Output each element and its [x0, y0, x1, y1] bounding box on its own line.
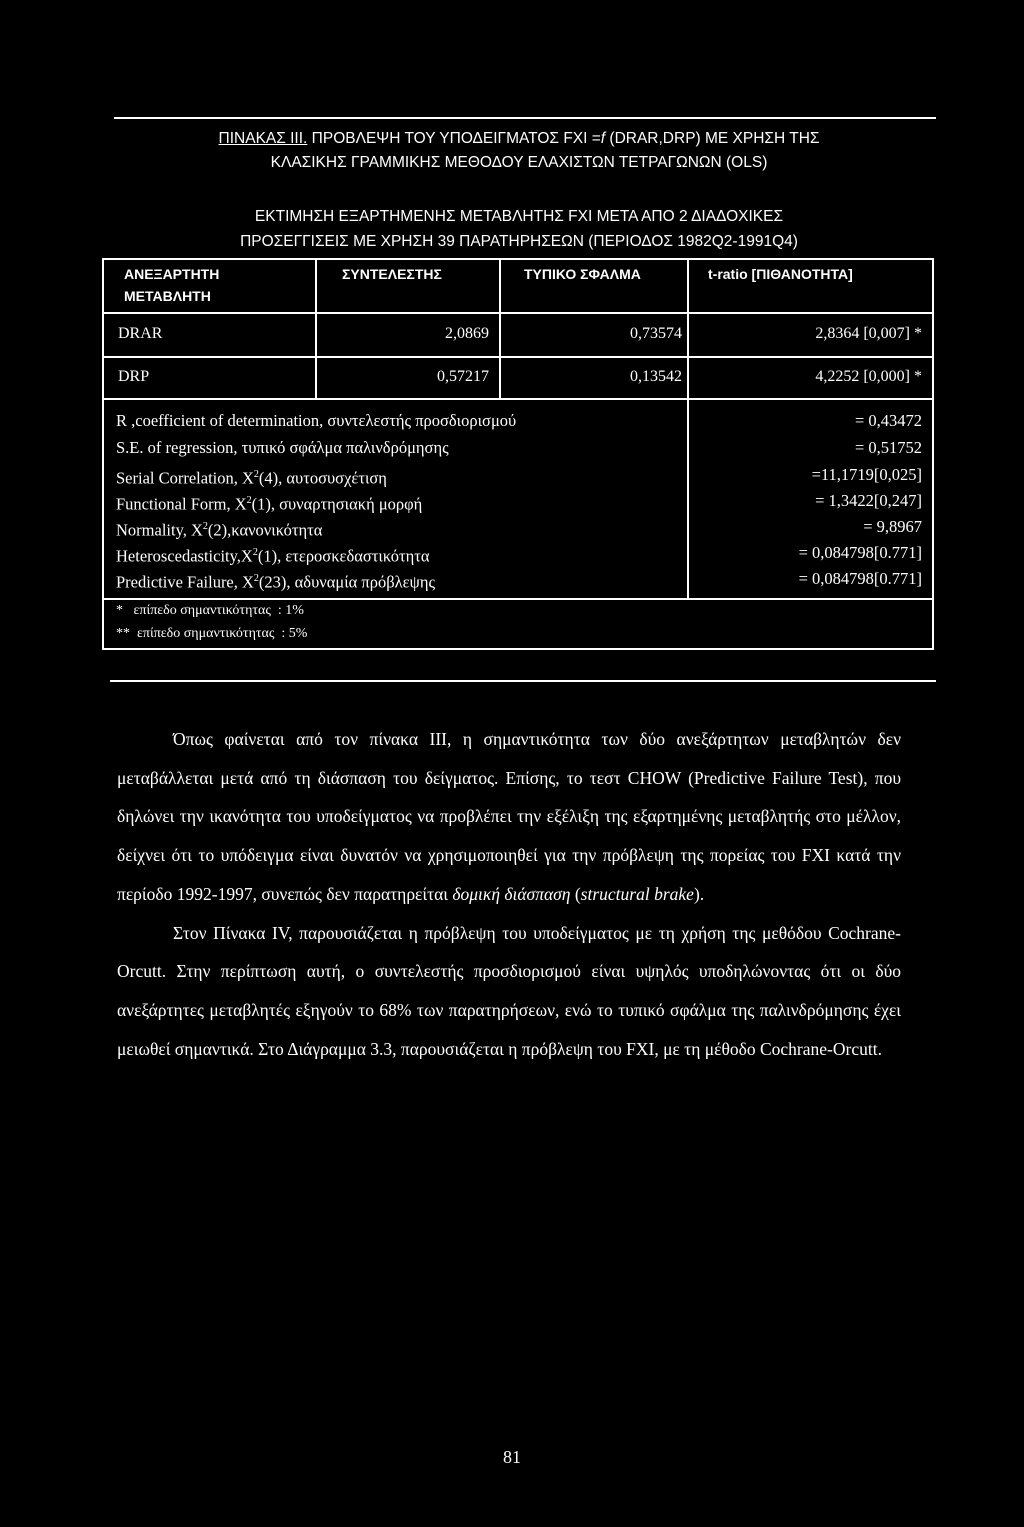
header-variable: ΑΝΕΞΑΡΤΗΤΗ ΜΕΤΑΒΛΗΤΗ	[124, 266, 220, 304]
paragraph-1: Όπως φαίνεται από τον πίνακα III, η σημαντικότητα των δύο ανεξάρτητων μεταβλητών δεν μεταβάλλεται μετά από τη διάσπαση του δείγματος. Επίσης, το τεστ CHOW (Predictive Failure Test), που δηλώνει την ικανότητα του υποδείγματος να προβλέπει την εξέλιξη της εξαρτημένης μεταβλητής στο μέλλον, δείχνει ότι το υπόδειγμα είναι δυνατόν να χρησιμοποιηθεί για την πρόβλεψη της πορείας του FXI κατά την περίοδο 1992-1997, συνεπώς δεν παρατηρείται δομική διάσπαση (structural brake).	[117, 729, 901, 904]
significance-note-2: ** επίπεδο σημαντικότητας : 5%	[116, 626, 308, 641]
stat-serial-correlation-value: =11,1719[0,025]	[811, 465, 922, 484]
col-divider	[687, 398, 689, 598]
top-rule	[114, 117, 936, 119]
row-divider	[104, 598, 932, 600]
row-drar-std-error: 0,73574	[630, 325, 682, 342]
table-caption-line2: ΚΛΑΣΙΚΗΣ ΓΡΑΜΜΙΚΗΣ ΜΕΘΟΔΟΥ ΕΛΑΧΙΣΤΩΝ ΤΕΤΡΑΓΩΝΩΝ (OLS)	[270, 154, 768, 171]
row-drar-t-ratio: 2,8364 [0,007] *	[815, 325, 922, 342]
table-caption-line1: ΠΙΝΑΚΑΣ III. ΠΡΟΒΛΕΨΗ ΤΟΥ ΥΠΟΔΕΙΓΜΑΤΟΣ FXI =f (DRAR,DRP) ΜΕ ΧΡΗΣΗ ΤΗΣ	[218, 130, 820, 147]
stat-se-label: S.E. of regression, τυπικό σφάλμα παλινδρόμησης	[116, 438, 449, 457]
stat-functional-form-value: = 1,3422[0,247]	[815, 491, 922, 510]
table-caption-label: ΠΙΝΑΚΑΣ III.	[218, 130, 308, 147]
stat-normality-label: Normality, $X^2(2),\kappa\alpha\nu o\nu\iota\kappa ό\tau\eta\tau\alpha$	[116, 520, 323, 540]
stat-heteroscedasticity-label: $Heteroscedasticity,X^2(1)$, ετεροσκεδαστικότητα	[116, 546, 430, 566]
page-number: 81	[503, 1447, 521, 1467]
row-drp-variable: DRP	[118, 368, 150, 385]
stat-normality-value: = 9,8967	[863, 517, 922, 536]
table-caption-line4: ΠΡΟΣΕΓΓΙΣΕΙΣ ΜΕ ΧΡΗΣΗ 39 ΠΑΡΑΤΗΡΗΣΕΩΝ (ΠΕΡΙΟΔΟΣ 1982Q2-1991Q4)	[240, 233, 798, 250]
results-table	[102, 258, 934, 650]
row-divider	[104, 356, 932, 358]
col-divider	[499, 260, 501, 398]
body-text	[117, 720, 901, 1068]
stat-r-squared-value: = 0,43472	[854, 411, 922, 430]
header-std-error: ΤΥΠΙΚΟ ΣΦΑΛΜΑ	[524, 266, 641, 282]
table-caption-line3: ΕΚΤΙΜΗΣΗ ΕΞΑΡΤΗΜΕΝΗΣ ΜΕΤΑΒΛΗΤΗΣ FXI ΜΕΤΑ ΑΠΟ 2 ΔΙΑΔΟΧΙΚΕΣ	[254, 208, 784, 225]
row-drar-variable: DRAR	[118, 325, 163, 342]
row-drar-coefficient: 2,0869	[445, 325, 489, 342]
row-divider	[104, 398, 932, 400]
header-coefficient: ΣΥΝΤΕΛΕΣΤΗΣ	[342, 266, 442, 282]
stat-heteroscedasticity-value: = 0,084798[0.771]	[798, 543, 922, 562]
row-drp-std-error: 0,13542	[630, 368, 682, 385]
col-divider	[315, 260, 317, 398]
paragraph-2: Στον Πίνακα IV, παρουσιάζεται η πρόβλεψη του υποδείγματος με τη χρήση της μεθόδου Cochrane-Orcutt. Στην περίπτωση αυτή, ο συντελεστής προσδιορισμού είναι υψηλός υποδηλώνοντας ότι οι δύο ανεξάρτητες μεταβλητές εξηγούν το 68% των παρατηρήσεων, ενώ το τυπικό σφάλμα της παλινδρόμησης έχει μειωθεί σημαντικά. Στο Διάγραμμα 3.3, παρουσιάζεται η πρόβλεψη του FXI, με τη μέθοδο Cochrane-Orcutt.	[117, 922, 901, 1059]
stat-functional-form-label: Functional Form, $X^2(1)$, συναρτησιακή μορφή	[116, 494, 423, 514]
row-drp-coefficient: 0,57217	[437, 368, 489, 385]
row-drp-t-ratio: 4,2252 [0,000] *	[815, 368, 922, 385]
stat-predictive-failure-label: Predictive Failure, $X^2(23)$, αδυναμία πρόβλεψης	[116, 572, 436, 592]
col-divider	[687, 260, 689, 398]
header-t-ratio: t-ratio [ΠΙΘΑΝΟΤΗΤΑ]	[708, 266, 853, 282]
stat-se-value: = 0,51752	[854, 438, 922, 457]
table-bottom-rule	[110, 680, 936, 682]
stat-serial-correlation-label: Serial Correlation, $X^2(4)$, αυτοσυσχέτιση	[116, 468, 387, 488]
significance-note-1: * επίπεδο σημαντικότητας : 1%	[116, 603, 304, 618]
row-divider	[104, 312, 932, 314]
stat-r-squared-label: R ,coefficient of determination, συντελεστής προσδιορισμού	[116, 411, 517, 430]
stat-predictive-failure-value: = 0,084798[0.771]	[798, 569, 922, 588]
